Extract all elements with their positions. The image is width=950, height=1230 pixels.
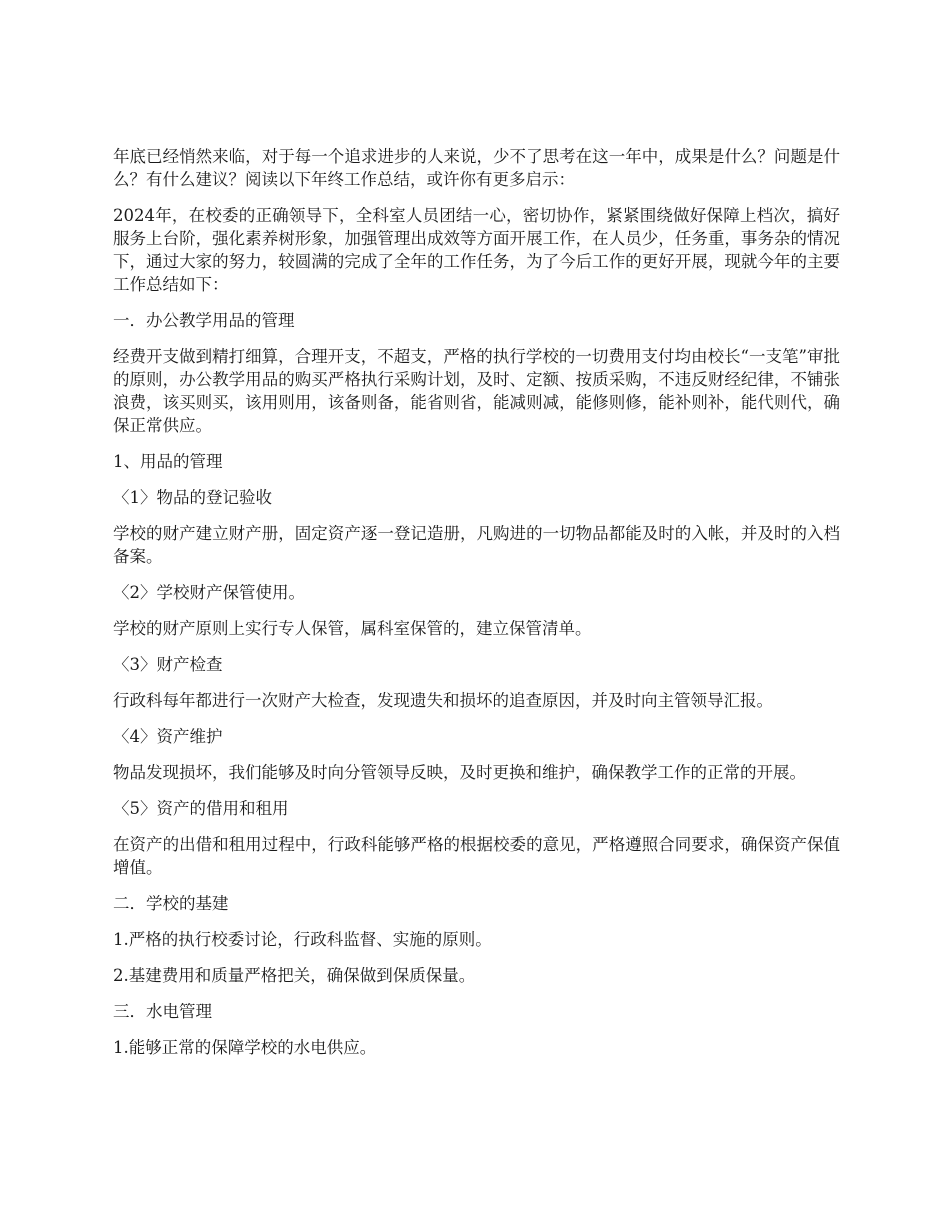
- item-heading-custody: 〈2〉学校财产保管使用。: [113, 583, 305, 602]
- construction-item-1: 1.严格的执行校委讨论，行政科监督、实施的原则。: [113, 930, 492, 949]
- registration-paragraph: 学校的财产建立财产册，固定资产逐一登记造册，凡购进的一切物品都能及时的入帐，并及时的入档备案。: [113, 524, 840, 566]
- item-heading-maintenance: 〈4〉资产维护: [113, 727, 223, 746]
- section-heading-construction: 二．学校的基建: [113, 894, 229, 913]
- item-heading-lending: 〈5〉资产的借用和租用: [113, 799, 289, 818]
- item-heading-registration: 〈1〉物品的登记验收: [113, 488, 272, 507]
- document-body: [113, 145, 840, 1072]
- item-heading-inspection: 〈3〉财产检查: [113, 655, 223, 674]
- section-heading-office-supplies: 一．办公教学用品的管理: [113, 311, 295, 330]
- subsection-heading-supplies-management: 1、用品的管理: [113, 452, 223, 471]
- construction-item-2: 2.基建费用和质量严格把关，确保做到保质保量。: [113, 966, 476, 985]
- maintenance-paragraph: 物品发现损坏，我们能够及时向分管领导反映，及时更换和维护，确保教学工作的正常的开展。: [113, 763, 806, 782]
- intro-paragraph: 年底已经悄然来临，对于每一个追求进步的人来说，少不了思考在这一年中，成果是什么？问题是什么？有什么建议？阅读以下年终工作总结，或许你有更多启示：: [113, 147, 840, 189]
- utilities-item-1: 1.能够正常的保障学校的水电供应。: [113, 1038, 377, 1057]
- budget-paragraph: 经费开支做到精打细算，合理开支，不超支，严格的执行学校的一切费用支付均由校长“一支笔”审批的原则，办公教学用品的购买严格执行采购计划，及时、定额、按质采购，不违反财经纪律，不铺张浪费，该买则买，该用则用，该备则备，能省则省，能减则减，能修则修，能补则补，能代则代，确保正常供应。: [113, 347, 840, 435]
- inspection-paragraph: 行政科每年都进行一次财产大检查，发现遗失和损坏的追查原因，并及时向主管领导汇报。: [113, 691, 773, 710]
- section-heading-utilities: 三．水电管理: [113, 1002, 212, 1021]
- summary-paragraph: 2024年，在校委的正确领导下，全科室人员团结一心，密切协作，紧紧围绕做好保障上档次，搞好服务上台阶，强化素养树形象，加强管理出成效等方面开展工作，在人员少，任务重，事务杂的情况下，通过大家的努力，较圆满的完成了全年的工作任务，为了今后工作的更好开展，现就今年的主要工作总结如下：: [113, 206, 840, 294]
- custody-paragraph: 学校的财产原则上实行专人保管，属科室保管的，建立保管清单。: [113, 619, 592, 638]
- lending-paragraph: 在资产的出借和租用过程中，行政科能够严格的根据校委的意见，严格遵照合同要求，确保资产保值增值。: [113, 835, 840, 877]
